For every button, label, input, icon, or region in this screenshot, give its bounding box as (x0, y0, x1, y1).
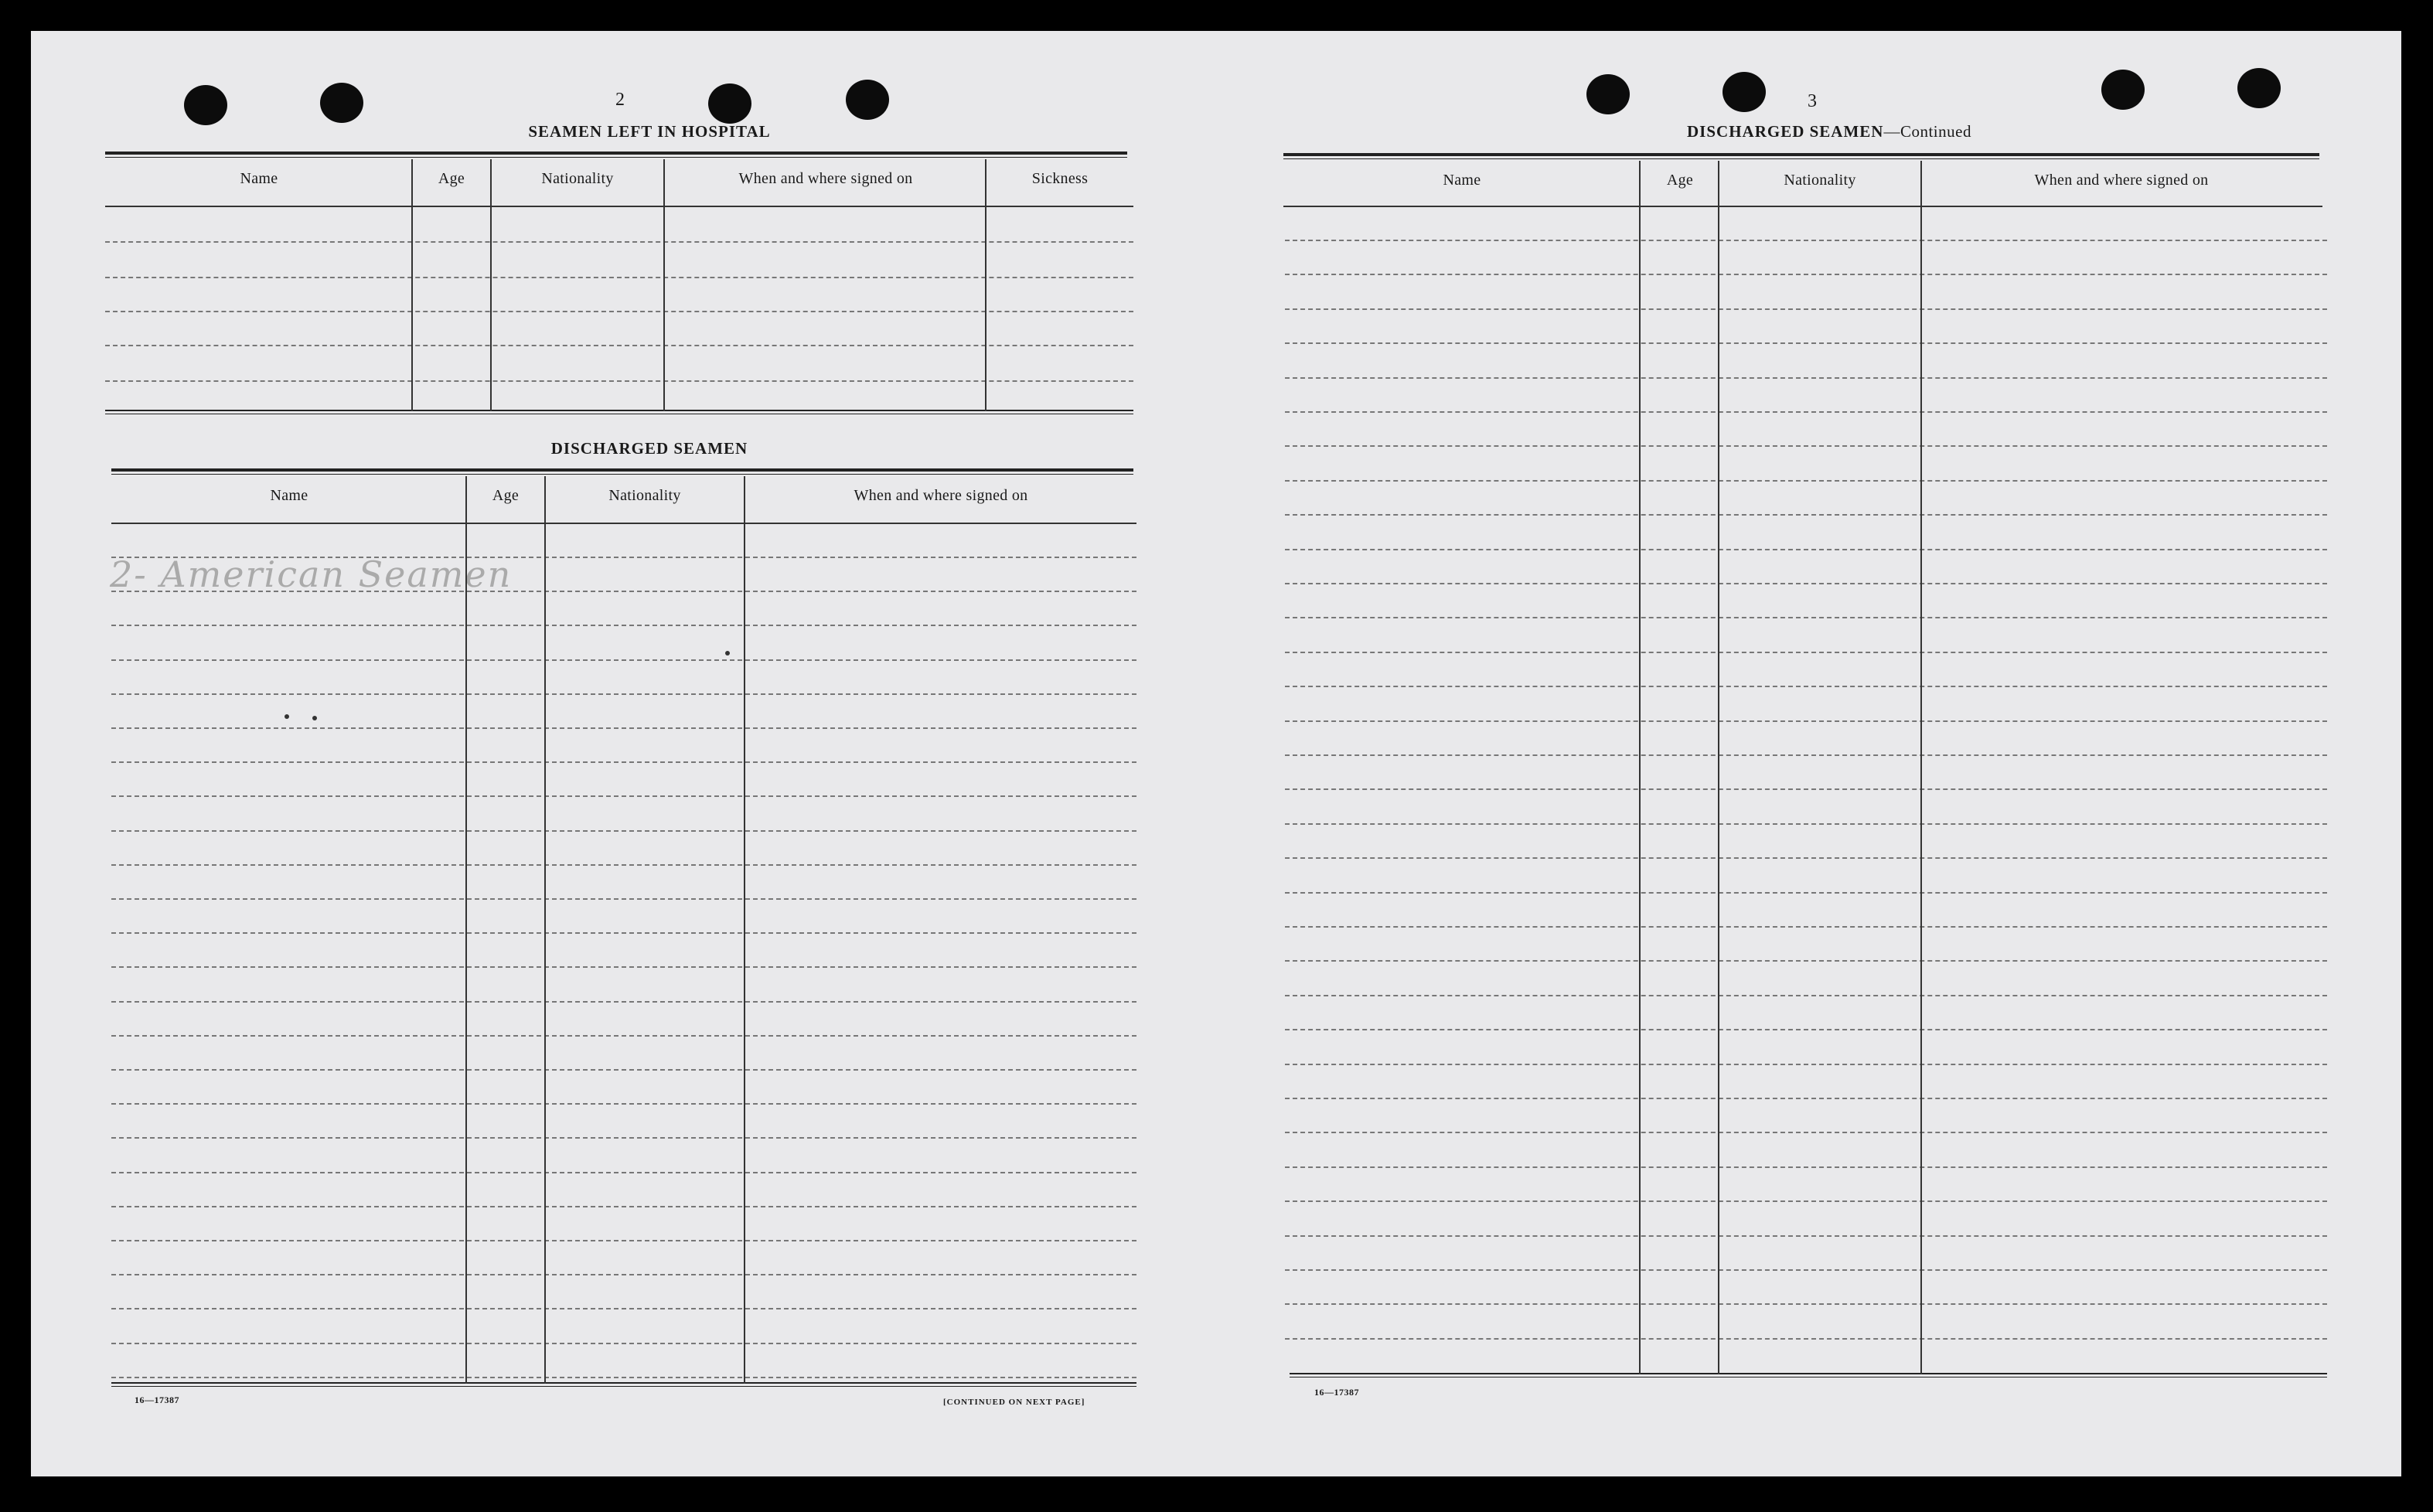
ruled-row-line (1285, 686, 2327, 687)
ruled-row-line (111, 761, 1136, 763)
hospital-col-name: Name (240, 170, 278, 187)
ruled-row-line (111, 693, 1136, 695)
ruled-row-line (111, 727, 1136, 729)
ruled-row-line (1285, 754, 2327, 756)
ruled-row-line (111, 1001, 1136, 1003)
hospital-col-age: Age (438, 170, 465, 187)
ruled-row-line (111, 1069, 1136, 1071)
ruled-row-line (111, 1274, 1136, 1275)
ruled-row-line (1285, 1064, 2327, 1065)
punch-hole (846, 80, 889, 120)
handwritten-entry: 2- American Seamen (110, 553, 513, 595)
discharged-header-rule (111, 523, 1136, 524)
punch-hole (708, 83, 751, 124)
ruled-row-line (1285, 274, 2327, 275)
hospital-col-sickness: Sickness (1031, 170, 1089, 187)
right-header-rule (1283, 206, 2322, 207)
continued-note: [CONTINUED ON NEXT PAGE] (943, 1398, 1085, 1407)
ruled-row-line (1285, 1029, 2327, 1030)
discharged-col-divider (544, 476, 546, 1384)
discharged-col-divider (465, 476, 467, 1384)
ruled-row-line (111, 932, 1136, 934)
hospital-table-top-rule (105, 152, 1127, 158)
ruled-row-line (111, 1103, 1136, 1105)
punch-hole (320, 83, 363, 123)
ruled-row-line (1285, 480, 2327, 482)
ruled-row-line (111, 864, 1136, 866)
ruled-row-line (1285, 1200, 2327, 1202)
discharged-col-name: Name (270, 487, 308, 504)
page-number-left: 2 (615, 90, 625, 110)
ruled-row-line (1285, 823, 2327, 825)
ruled-row-line (111, 1343, 1136, 1344)
right-col-name: Name (1443, 172, 1481, 189)
ruled-row-line (1285, 377, 2327, 379)
ruled-row-line (1285, 926, 2327, 928)
discharged-section-title: DISCHARGED SEAMEN (550, 439, 748, 458)
ruled-row-line (111, 1240, 1136, 1241)
ruled-row-line (1285, 445, 2327, 447)
hospital-row-line (105, 380, 1133, 382)
hospital-col-divider (985, 159, 986, 411)
ruled-row-line (1285, 892, 2327, 894)
ruled-row-line (1285, 788, 2327, 790)
discharged-table-bottom-rule (111, 1382, 1136, 1387)
ruled-row-line (1285, 583, 2327, 584)
ruled-row-line (111, 659, 1136, 661)
right-title-suffix: —Continued (1883, 122, 1971, 141)
ruled-row-line (1285, 652, 2327, 653)
ruled-row-line (111, 1308, 1136, 1309)
ruled-row-line (1285, 1132, 2327, 1133)
hospital-col-divider (490, 159, 492, 411)
right-table-bottom-rule (1290, 1373, 2327, 1377)
right-title-main: DISCHARGED SEAMEN (1687, 122, 1884, 141)
right-col-signed-on: When and where signed on (2034, 172, 2209, 189)
form-number-right: 16—17387 (1314, 1387, 1359, 1398)
ruled-row-line (1285, 1098, 2327, 1099)
hospital-row-line (105, 241, 1133, 243)
page-number-right: 3 (1808, 91, 1817, 111)
discharged-col-signed-on: When and where signed on (854, 487, 1028, 504)
hospital-row-line (105, 277, 1133, 278)
ruled-row-line (111, 1172, 1136, 1173)
ruled-row-line (1285, 1269, 2327, 1271)
hospital-header-rule (105, 206, 1133, 207)
ruled-row-line (1285, 617, 2327, 618)
hospital-col-nationality: Nationality (541, 170, 614, 187)
ruled-row-line (111, 1377, 1136, 1378)
punch-hole (184, 85, 227, 125)
punch-hole (1586, 74, 1630, 114)
ruled-row-line (1285, 308, 2327, 310)
right-table-top-rule (1283, 153, 2319, 159)
ruled-row-line (111, 898, 1136, 900)
ruled-row-line (1285, 960, 2327, 962)
hospital-col-signed-on: When and where signed on (738, 170, 913, 187)
ruled-row-line (111, 966, 1136, 968)
right-col-divider (1718, 161, 1719, 1374)
ruled-row-line (1285, 1235, 2327, 1237)
ruled-row-line (111, 1035, 1136, 1037)
ruled-row-line (1285, 240, 2327, 241)
hospital-section-title: SEAMEN LEFT IN HOSPITAL (528, 122, 771, 141)
discharged-col-age: Age (492, 487, 520, 504)
ruled-row-line (111, 1137, 1136, 1139)
discharged-col-nationality: Nationality (608, 487, 681, 504)
ink-speck (285, 714, 289, 719)
hospital-col-divider (663, 159, 665, 411)
ruled-row-line (111, 625, 1136, 626)
ruled-row-line (1285, 549, 2327, 550)
ruled-row-line (1285, 857, 2327, 859)
right-col-divider (1639, 161, 1641, 1374)
ink-speck (725, 651, 730, 656)
right-col-age: Age (1666, 172, 1694, 189)
right-col-divider (1920, 161, 1922, 1374)
hospital-row-line (105, 345, 1133, 346)
punch-hole (1723, 72, 1766, 112)
ruled-row-line (1285, 411, 2327, 413)
ruled-row-line (111, 795, 1136, 797)
ruled-row-line (1285, 342, 2327, 344)
ruled-row-line (1285, 1303, 2327, 1305)
ruled-row-line (111, 830, 1136, 832)
discharged-col-divider (744, 476, 745, 1384)
ruled-row-line (111, 1206, 1136, 1207)
ruled-row-line (1285, 995, 2327, 996)
hospital-row-line (105, 311, 1133, 312)
ruled-row-line (1285, 1166, 2327, 1168)
ruled-row-line (1285, 514, 2327, 516)
hospital-table-bottom-rule (105, 410, 1133, 414)
punch-hole (2101, 70, 2145, 110)
ledger-sheet (31, 31, 2401, 1476)
ruled-row-line (1285, 720, 2327, 722)
ink-speck (312, 716, 317, 720)
right-section-title (1520, 122, 2138, 141)
punch-hole (2237, 68, 2281, 108)
discharged-table-top-rule (111, 468, 1133, 475)
form-number-left: 16—17387 (135, 1395, 179, 1405)
hospital-col-divider (411, 159, 413, 411)
right-col-nationality: Nationality (1784, 172, 1856, 189)
ruled-row-line (1285, 1338, 2327, 1340)
